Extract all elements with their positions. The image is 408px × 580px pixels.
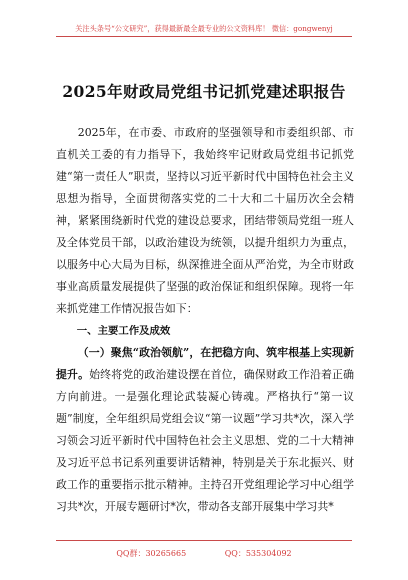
footer-contacts [0, 548, 408, 559]
header-divider [56, 36, 352, 37]
section-heading: 一、主要工作及成效 [76, 325, 171, 337]
subsection-text: 始终将党的政治建设摆在首位，确保财政工作沿着正确方向前进。一是强化理论武装凝心铸魂。严格执行“第一议题”制度，全年组织局党组会议“第一议题”学习共*次，深入学习领会习近平新时代中国特色社会主义思想、党的二十大精神及习近平总书记系列重要讲话精神，特别是关于东北振兴、财政工作的重要指示批示精神。主持召开党组理论学习中心组学习共*次，开展专题研讨*次，带动各支部开展集中学习共* [56, 368, 354, 513]
document-body [56, 122, 354, 518]
footer-qq-group: QQ群：30265665 [116, 549, 187, 558]
footer-divider [56, 540, 352, 541]
page-footer [0, 540, 408, 580]
header-notice: 关注头条号“公文研究”，获得最新最全最专业的公文资料库！ 微信：gongwenyj [75, 24, 333, 33]
subsection-heading: （一）聚焦“政治领航”，在把稳方向、筑牢根基上实现新提升。 [56, 346, 354, 381]
intro-paragraph: 2025年，在市委、市政府的坚强领导和市委组织部、市直机关工委的有力指导下，我始终牢记财政局党组书记抓党建“第一责任人”职责，坚持以习近平新时代中国特色社会主义思想为指导，全面贯彻落实党的二十大和二十届历次全会精神，紧紧围绕新时代党的建设总要求，团结带领局党组一班人及全体党员干部，以政治建设为统领，以提升组织力为重点，以服务中心大局为目标，纵深推进全面从严治党，为全市财政事业高质量发展提供了坚强的政治保证和组织保障。现将一年来抓党建工作情况报告如下： [56, 126, 354, 315]
footer-qq: QQ：535304092 [224, 549, 292, 558]
subsection-paragraph [56, 342, 354, 518]
document-title: 2025年财政局党组书记抓党建述职报告 [62, 82, 346, 101]
page-header [0, 0, 408, 46]
